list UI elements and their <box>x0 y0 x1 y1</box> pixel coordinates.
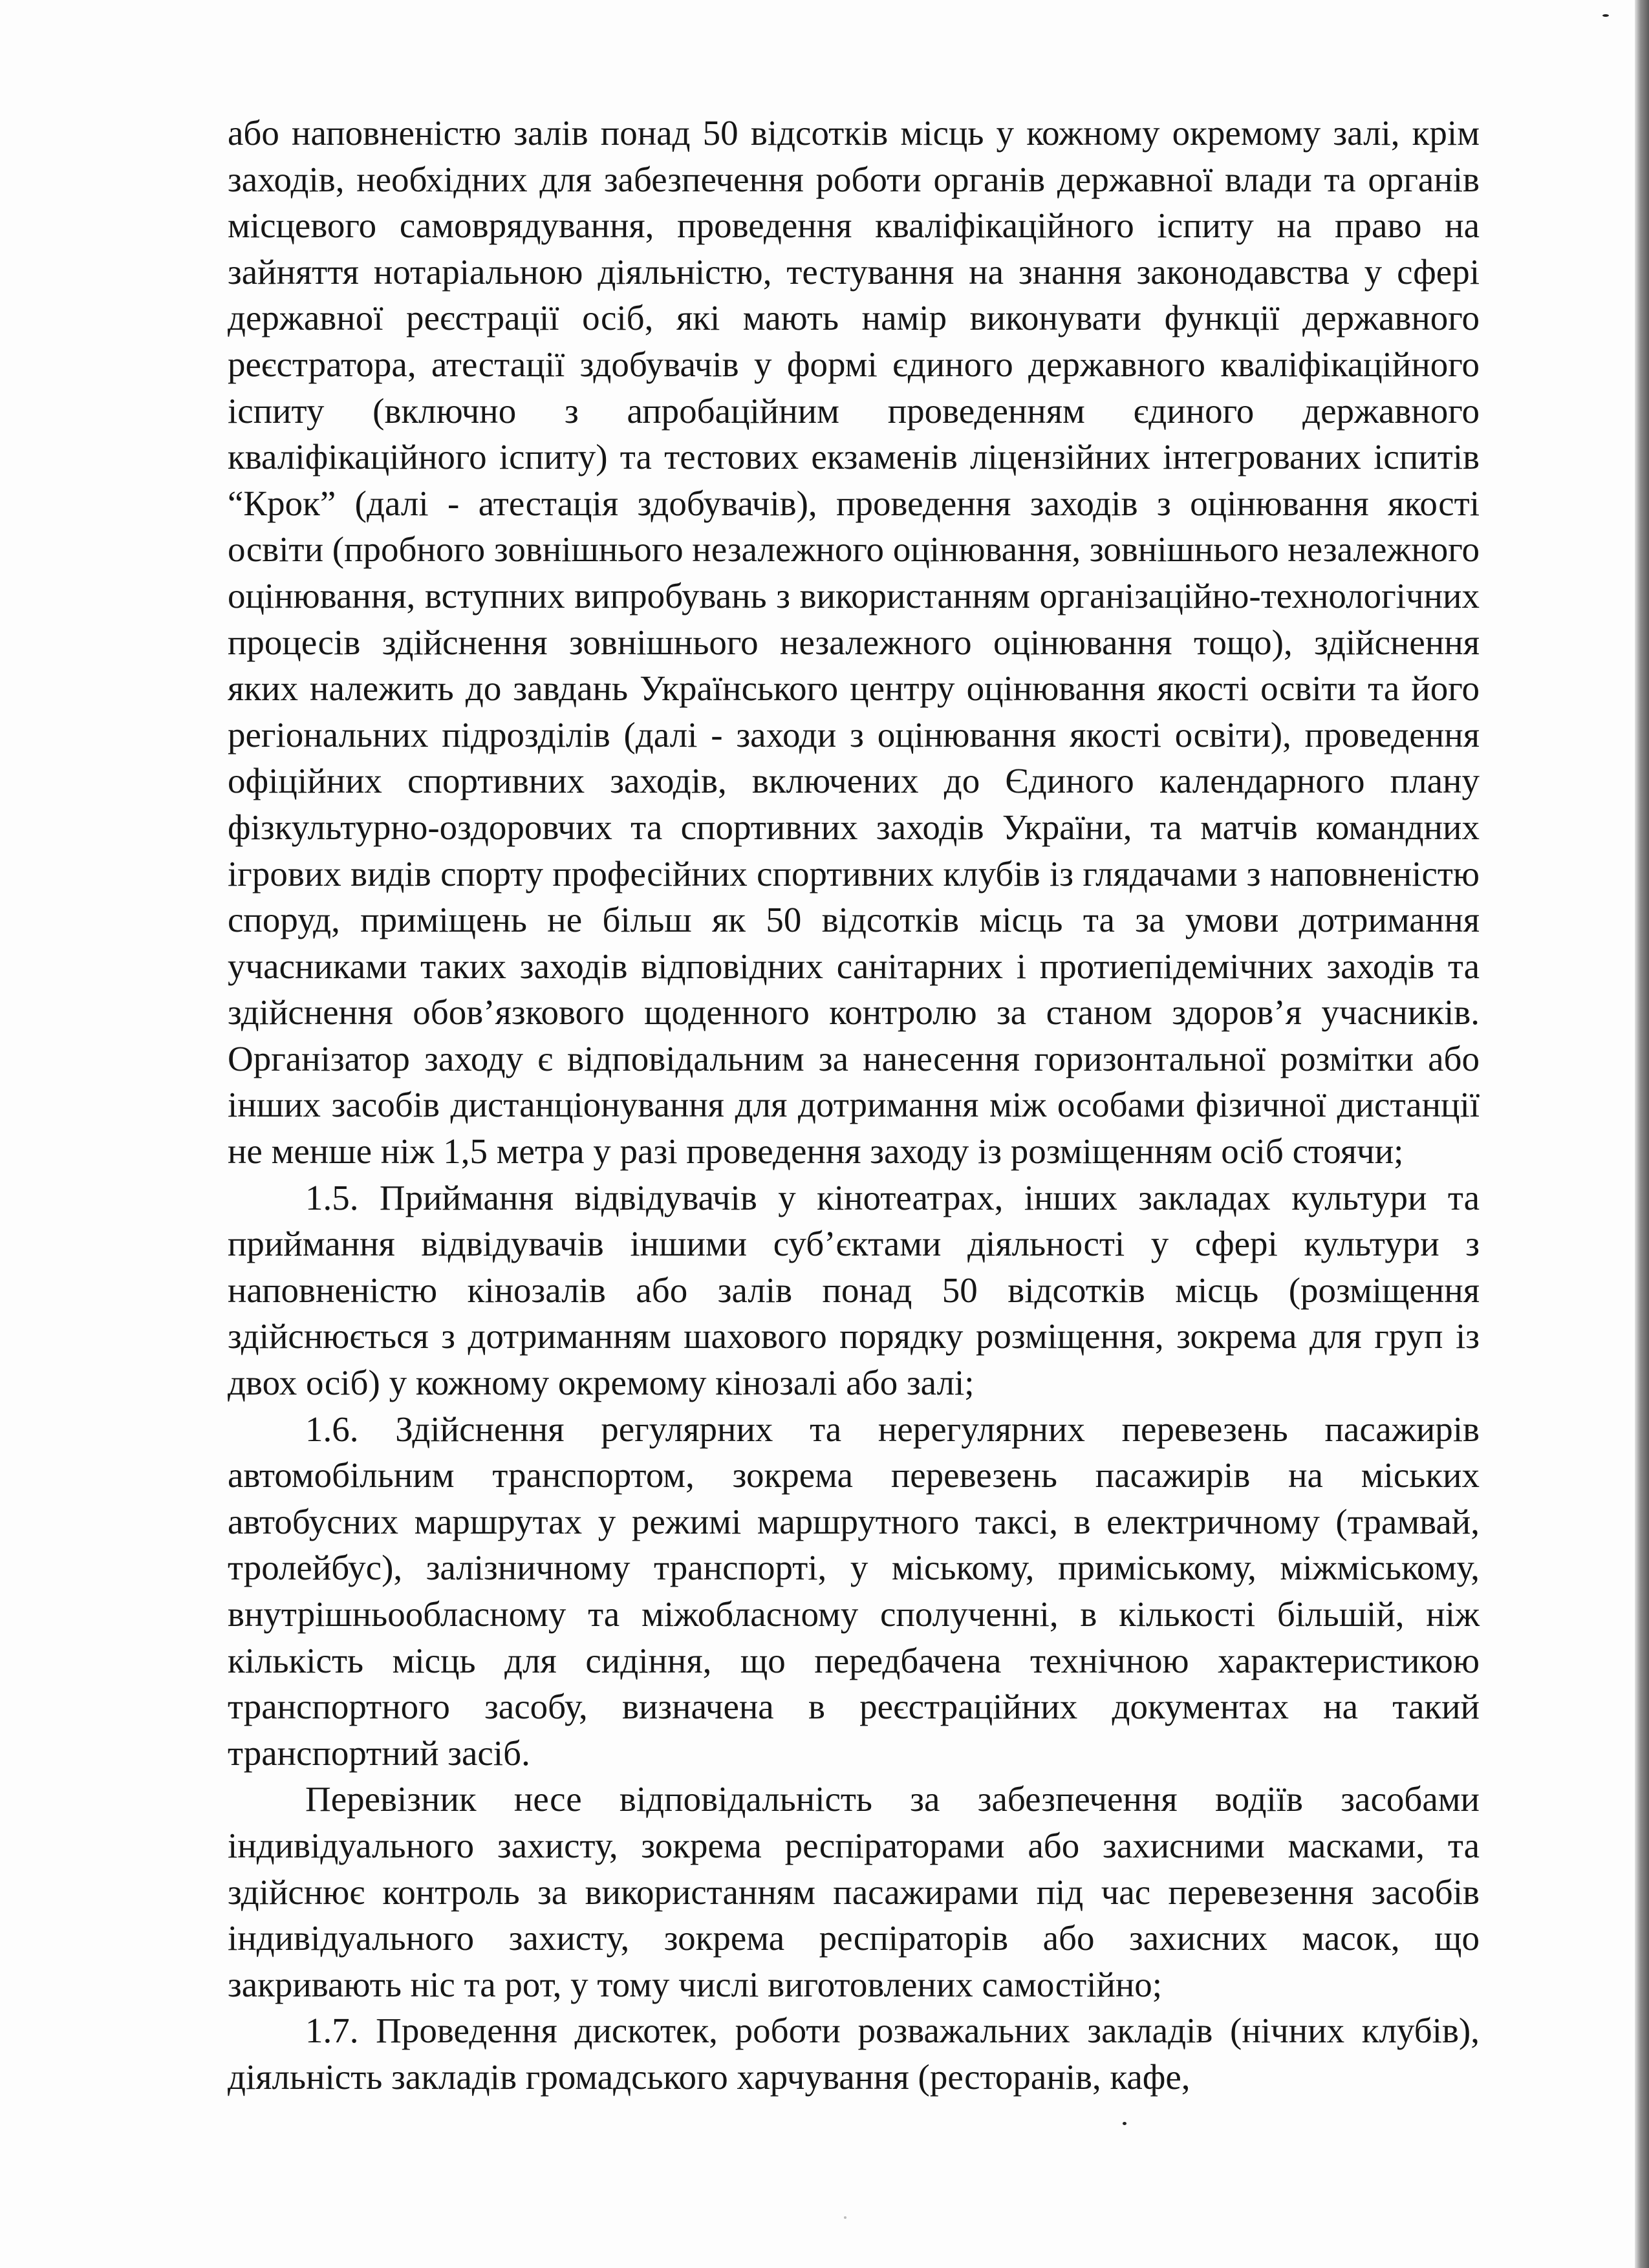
scan-edge-shadow <box>1635 0 1649 2268</box>
scan-speck <box>1602 14 1609 17</box>
paragraph-carrier-responsibility: Перевізник несе відповідальність за забезпечення водіїв засобами індивідуального захисту, зокрема респіраторами або захисними масками, та здійснює контроль за використанням пасажирами під час перевезення засобів індивідуального захисту, зокрема респіраторів або захисних масок, що закривають ніс та рот, у тому числі виготовлених самостійно; <box>228 1779 1480 2004</box>
scan-speck <box>844 2216 846 2219</box>
paragraph-item-1-5: 1.5. Приймання відвідувачів у кінотеатрах, інших закладах культури та приймання відвідувачів іншими суб’єктами діяльності у сфері культури з наповненістю кінозалів або залів понад 50 відсотків місць (розміщення здійснюється з дотриманням шахового порядку розміщення, зокрема для груп із двох осіб) у кожному окремому кінозалі або залі; <box>228 1177 1480 1403</box>
paragraph-item-1-6: 1.6. Здійснення регулярних та нерегулярних перевезень пасажирів автомобільним транспортом, зокрема перевезень пасажирів на міських автобусних маршрутах у режимі маршрутного таксі, в електричному (трамвай, тролейбус), залізничному транспорті, у міському, приміському, міжміському, внутрішньообласному та міжобласному сполученні, в кількості більшій, ніж кількість місць для сидіння, що передбачена технічною характеристикою транспортного засобу, визначена в реєстраційних документах на такий транспортний засіб. <box>228 1409 1480 1773</box>
paragraph-continuation: або наповненістю залів понад 50 відсотків місць у кожному окремому залі, крім заходів, необхідних для забезпечення роботи органів державної влади та органів місцевого самоврядування, проведення кваліфікаційного іспиту на право на зайняття нотаріальною діяльністю, тестування на знання законодавства у сфері державної реєстрації осіб, які мають намір виконувати функції державного реєстратора, атестації здобувачів у формі єдиного державного кваліфікаційного іспиту (включно з апробаційним проведенням єдиного державного кваліфікаційного іспиту) та тестових екзаменів ліцензійних інтегрованих іспитів “Крок” (далі - атестація здобувачів), проведення заходів з оцінювання якості освіти (пробного зовнішнього незалежного оцінювання, зовнішнього незалежного оцінювання, вступних випробувань з використанням організаційно-технологічних процесів здійснення зовнішнього незалежного оцінювання тощо), здійснення яких належить до завдань Українського центру оцінювання якості освіти та його регіональних підрозділів (далі - заходи з оцінювання якості освіти), проведення офіційних спортивних заходів, включених до Єдиного календарного плану фізкультурно-оздоровчих та спортивних заходів України, та матчів командних ігрових видів спорту професійних спортивних клубів із глядачами з наповненістю споруд, приміщень не більш як 50 відсотків місць та за умови дотримання учасниками таких заходів відповідних санітарних і протиепідемічних заходів та здійснення обов’язкового щоденного контролю за станом здоров’я учасників. Організатор заходу є відповідальним за нанесення горизонтальної розмітки або інших засобів дистанціонування для дотримання між особами фізичної дистанції не менше ніж 1,5 метра у разі проведення заходу із розміщенням осіб стоячи; <box>228 113 1480 1171</box>
document-body <box>228 110 1480 2101</box>
scan-speck <box>1123 2122 1126 2125</box>
paragraph-item-1-7: 1.7. Проведення дискотек, роботи розважальних закладів (нічних клубів), діяльність закладів громадського харчування (ресторанів, кафе, <box>228 2011 1480 2097</box>
